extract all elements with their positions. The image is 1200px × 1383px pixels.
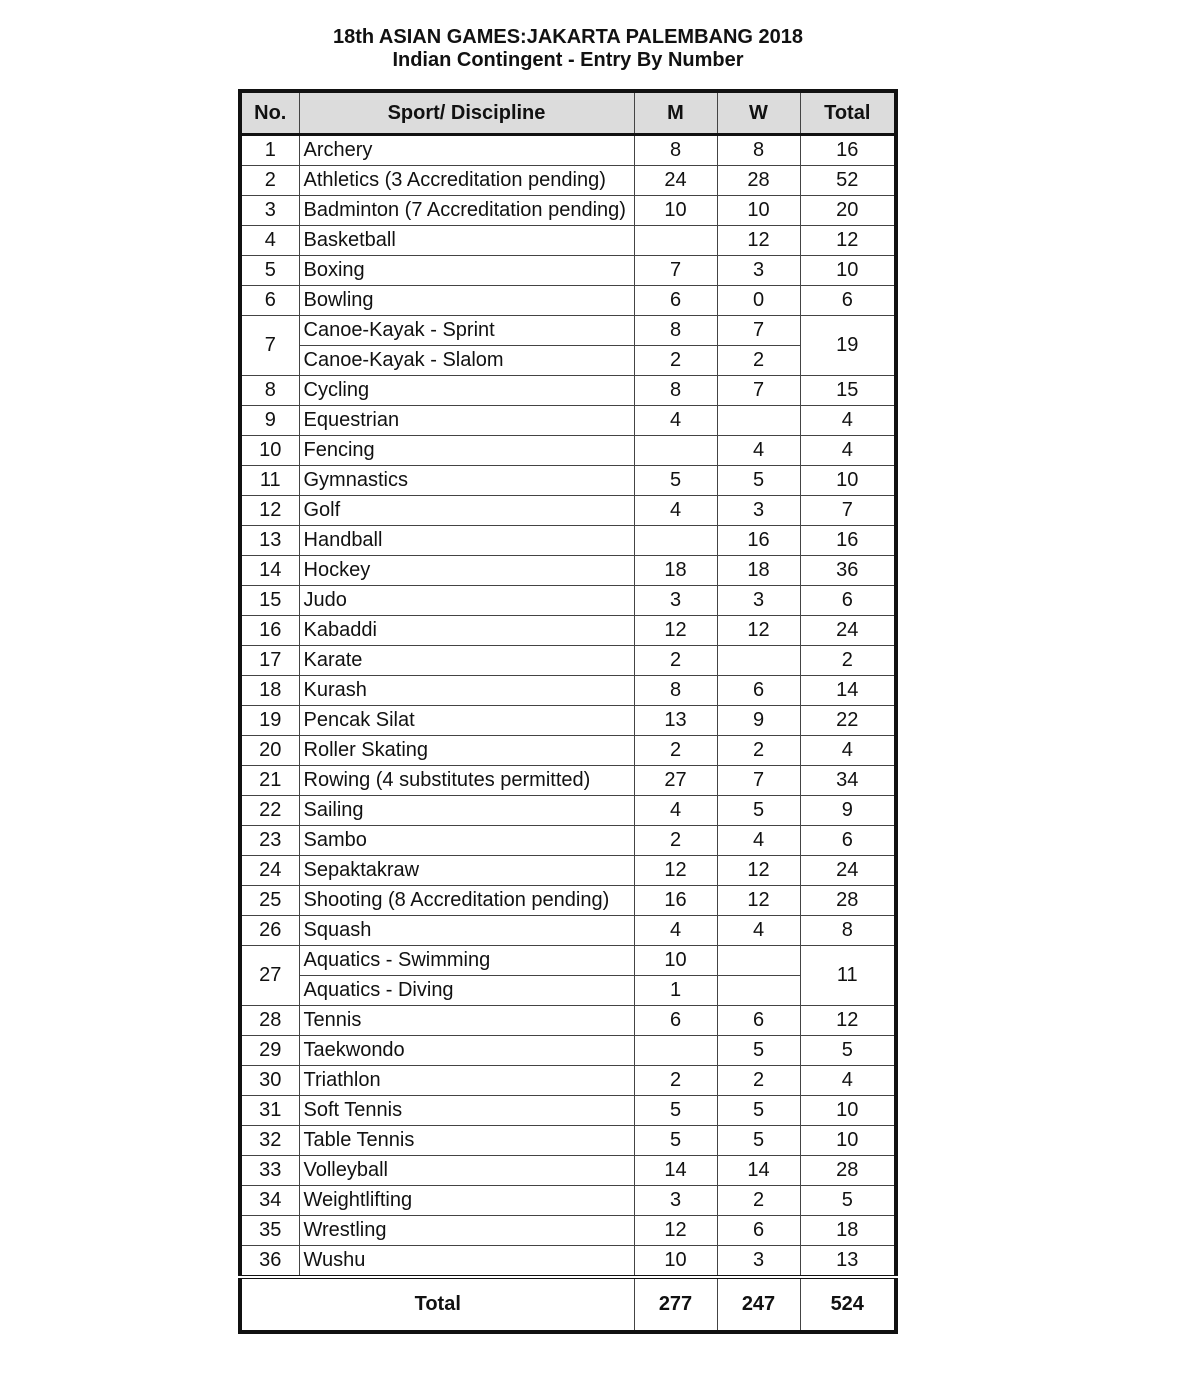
women-count: 2 [717, 736, 800, 766]
women-count: 12 [717, 226, 800, 256]
entry-total: 10 [800, 256, 896, 286]
title-line-2: Indian Contingent - Entry By Number [392, 49, 744, 71]
entry-number: 3 [240, 196, 299, 226]
women-count: 5 [717, 1126, 800, 1156]
women-count: 4 [717, 436, 800, 466]
sport-name: Badminton (7 Accreditation pending) [299, 196, 634, 226]
table-row [240, 586, 896, 616]
men-count: 7 [634, 256, 717, 286]
table-row [240, 1096, 896, 1126]
entry-total: 22 [800, 706, 896, 736]
entry-total: 5 [800, 1186, 896, 1216]
men-count: 14 [634, 1156, 717, 1186]
men-count: 2 [634, 826, 717, 856]
men-count [634, 226, 717, 256]
table-row [240, 256, 896, 286]
men-count: 2 [634, 1066, 717, 1096]
entry-number: 36 [240, 1246, 299, 1278]
men-count: 12 [634, 856, 717, 886]
men-count: 13 [634, 706, 717, 736]
table-row [240, 376, 896, 406]
men-count [634, 526, 717, 556]
entry-total: 20 [800, 196, 896, 226]
entry-number: 24 [240, 856, 299, 886]
entry-number: 20 [240, 736, 299, 766]
sport-name: Hockey [299, 556, 634, 586]
entry-number: 4 [240, 226, 299, 256]
table-row [240, 466, 896, 496]
men-count: 6 [634, 286, 717, 316]
entry-number: 10 [240, 436, 299, 466]
entry-total: 6 [800, 286, 896, 316]
table-row [240, 1006, 896, 1036]
table-row [240, 646, 896, 676]
women-count: 16 [717, 526, 800, 556]
men-count: 3 [634, 586, 717, 616]
entry-number: 1 [240, 135, 299, 166]
grand-total-women: 247 [717, 1277, 800, 1332]
grand-total-label: Total [240, 1277, 634, 1332]
table-row [240, 226, 896, 256]
women-count: 7 [717, 766, 800, 796]
entry-total: 2 [800, 646, 896, 676]
title-line-1: 18th ASIAN GAMES:JAKARTA PALEMBANG 2018 [332, 26, 804, 48]
entry-number: 13 [240, 526, 299, 556]
women-count: 7 [717, 316, 800, 346]
grand-total-all: 524 [800, 1277, 896, 1332]
table-row [240, 436, 896, 466]
table-row [240, 616, 896, 646]
sport-name: Karate [299, 646, 634, 676]
table-row [240, 1126, 896, 1156]
entry-total: 9 [800, 796, 896, 826]
women-count: 6 [717, 676, 800, 706]
sport-name: Kabaddi [299, 616, 634, 646]
table-row [240, 1066, 896, 1096]
sport-name: Triathlon [299, 1066, 634, 1096]
entry-total: 15 [800, 376, 896, 406]
entry-total: 24 [800, 856, 896, 886]
women-count: 10 [717, 196, 800, 226]
women-count: 6 [717, 1006, 800, 1036]
entry-total: 10 [800, 1126, 896, 1156]
men-count: 10 [634, 946, 717, 976]
sport-name: Soft Tennis [299, 1096, 634, 1126]
table-row [240, 406, 896, 436]
entry-total: 19 [800, 316, 896, 376]
header-total: Total [800, 91, 896, 135]
men-count: 4 [634, 496, 717, 526]
table-row [240, 346, 896, 376]
table-row [240, 946, 896, 976]
entry-number: 32 [240, 1126, 299, 1156]
entry-number: 7 [240, 316, 299, 376]
sport-name: Volleyball [299, 1156, 634, 1186]
men-count: 16 [634, 886, 717, 916]
table-row [240, 766, 896, 796]
sport-name: Canoe-Kayak - Sprint [299, 316, 634, 346]
entry-number: 6 [240, 286, 299, 316]
entry-number: 25 [240, 886, 299, 916]
entry-total: 4 [800, 736, 896, 766]
table-row [240, 676, 896, 706]
women-count: 3 [717, 496, 800, 526]
entry-number: 14 [240, 556, 299, 586]
women-count: 12 [717, 856, 800, 886]
men-count: 2 [634, 646, 717, 676]
entry-total: 14 [800, 676, 896, 706]
table-row [240, 736, 896, 766]
sport-name: Table Tennis [299, 1126, 634, 1156]
women-count: 8 [717, 135, 800, 166]
header-no: No. [240, 91, 299, 135]
men-count: 8 [634, 135, 717, 166]
women-count: 5 [717, 466, 800, 496]
entry-number: 35 [240, 1216, 299, 1246]
sport-name: Aquatics - Swimming [299, 946, 634, 976]
entry-number: 19 [240, 706, 299, 736]
women-count: 3 [717, 256, 800, 286]
sport-name: Weightlifting [299, 1186, 634, 1216]
men-count: 12 [634, 616, 717, 646]
sport-name: Rowing (4 substitutes permitted) [299, 766, 634, 796]
sport-name: Tennis [299, 1006, 634, 1036]
header-row [240, 91, 896, 135]
women-count: 5 [717, 1096, 800, 1126]
entry-total: 16 [800, 526, 896, 556]
sport-name: Golf [299, 496, 634, 526]
entry-number: 8 [240, 376, 299, 406]
entry-total: 4 [800, 436, 896, 466]
sport-name: Sambo [299, 826, 634, 856]
table-row [240, 196, 896, 226]
sport-name: Boxing [299, 256, 634, 286]
entry-number: 30 [240, 1066, 299, 1096]
women-count: 2 [717, 1186, 800, 1216]
sport-name: Judo [299, 586, 634, 616]
women-count [717, 946, 800, 976]
entry-total: 7 [800, 496, 896, 526]
men-count: 6 [634, 1006, 717, 1036]
men-count: 8 [634, 376, 717, 406]
sport-name: Shooting (8 Accreditation pending) [299, 886, 634, 916]
sport-name: Roller Skating [299, 736, 634, 766]
women-count: 4 [717, 916, 800, 946]
men-count: 3 [634, 1186, 717, 1216]
men-count [634, 436, 717, 466]
women-count [717, 976, 800, 1006]
women-count: 3 [717, 586, 800, 616]
entry-total: 6 [800, 586, 896, 616]
table-row [240, 556, 896, 586]
entry-number: 29 [240, 1036, 299, 1066]
men-count: 12 [634, 1216, 717, 1246]
sport-name: Fencing [299, 436, 634, 466]
men-count: 8 [634, 316, 717, 346]
sport-name: Pencak Silat [299, 706, 634, 736]
entry-total: 8 [800, 916, 896, 946]
men-count: 5 [634, 466, 717, 496]
women-count: 2 [717, 1066, 800, 1096]
entry-number: 21 [240, 766, 299, 796]
women-count: 0 [717, 286, 800, 316]
entries-table [238, 89, 898, 1334]
entry-total: 11 [800, 946, 896, 1006]
table-row [240, 856, 896, 886]
entry-total: 5 [800, 1036, 896, 1066]
table-row [240, 166, 896, 196]
entry-total: 12 [800, 226, 896, 256]
sport-name: Kurash [299, 676, 634, 706]
entry-total: 16 [800, 135, 896, 166]
men-count: 5 [634, 1096, 717, 1126]
entry-number: 22 [240, 796, 299, 826]
entry-total: 4 [800, 1066, 896, 1096]
sport-name: Basketball [299, 226, 634, 256]
sport-name: Archery [299, 135, 634, 166]
men-count: 1 [634, 976, 717, 1006]
entry-total: 4 [800, 406, 896, 436]
men-count: 5 [634, 1126, 717, 1156]
table-row [240, 976, 896, 1006]
table-row [240, 1156, 896, 1186]
table-row [240, 1246, 896, 1278]
entry-number: 12 [240, 496, 299, 526]
table-row [240, 826, 896, 856]
table-row [240, 1186, 896, 1216]
men-count: 27 [634, 766, 717, 796]
sport-name: Canoe-Kayak - Slalom [299, 346, 634, 376]
entry-total: 10 [800, 466, 896, 496]
women-count: 7 [717, 376, 800, 406]
men-count: 24 [634, 166, 717, 196]
women-count [717, 406, 800, 436]
table-row [240, 496, 896, 526]
entry-total: 10 [800, 1096, 896, 1126]
table-row [240, 286, 896, 316]
women-count: 6 [717, 1216, 800, 1246]
women-count: 12 [717, 886, 800, 916]
men-count: 8 [634, 676, 717, 706]
grand-total-men: 277 [634, 1277, 717, 1332]
entry-total: 12 [800, 1006, 896, 1036]
women-count: 5 [717, 1036, 800, 1066]
table-row [240, 1216, 896, 1246]
entry-number: 26 [240, 916, 299, 946]
sport-name: Cycling [299, 376, 634, 406]
entry-number: 27 [240, 946, 299, 1006]
sport-name: Squash [299, 916, 634, 946]
entry-total: 52 [800, 166, 896, 196]
sport-name: Bowling [299, 286, 634, 316]
table-row [240, 526, 896, 556]
entry-number: 16 [240, 616, 299, 646]
entry-number: 9 [240, 406, 299, 436]
entry-number: 23 [240, 826, 299, 856]
table-row [240, 796, 896, 826]
entry-total: 34 [800, 766, 896, 796]
entry-number: 28 [240, 1006, 299, 1036]
entry-number: 15 [240, 586, 299, 616]
table-row [240, 916, 896, 946]
sport-name: Gymnastics [299, 466, 634, 496]
women-count: 12 [717, 616, 800, 646]
entry-number: 33 [240, 1156, 299, 1186]
women-count: 9 [717, 706, 800, 736]
women-count [717, 646, 800, 676]
table-row [240, 316, 896, 346]
men-count: 18 [634, 556, 717, 586]
men-count: 10 [634, 196, 717, 226]
header-sport: Sport/ Discipline [299, 91, 634, 135]
header-men: M [634, 91, 717, 135]
entry-number: 17 [240, 646, 299, 676]
entry-total: 18 [800, 1216, 896, 1246]
table-row [240, 706, 896, 736]
entry-number: 11 [240, 466, 299, 496]
sport-name: Aquatics - Diving [299, 976, 634, 1006]
sport-name: Wushu [299, 1246, 634, 1278]
table-row [240, 886, 896, 916]
entry-total: 13 [800, 1246, 896, 1278]
entry-number: 34 [240, 1186, 299, 1216]
sport-name: Equestrian [299, 406, 634, 436]
men-count: 2 [634, 346, 717, 376]
women-count: 18 [717, 556, 800, 586]
entry-total: 36 [800, 556, 896, 586]
men-count: 2 [634, 736, 717, 766]
entry-total: 6 [800, 826, 896, 856]
document-title [0, 26, 1136, 72]
header-women: W [717, 91, 800, 135]
entry-total: 24 [800, 616, 896, 646]
table-row [240, 1036, 896, 1066]
sport-name: Sailing [299, 796, 634, 826]
women-count: 3 [717, 1246, 800, 1278]
men-count: 4 [634, 916, 717, 946]
sport-name: Handball [299, 526, 634, 556]
sport-name: Athletics (3 Accreditation pending) [299, 166, 634, 196]
women-count: 5 [717, 796, 800, 826]
grand-total-row [240, 1277, 896, 1332]
entry-number: 2 [240, 166, 299, 196]
entry-number: 5 [240, 256, 299, 286]
sport-name: Sepaktakraw [299, 856, 634, 886]
table-row [240, 135, 896, 166]
entry-number: 18 [240, 676, 299, 706]
women-count: 28 [717, 166, 800, 196]
sport-name: Wrestling [299, 1216, 634, 1246]
sport-name: Taekwondo [299, 1036, 634, 1066]
men-count: 4 [634, 796, 717, 826]
men-count: 4 [634, 406, 717, 436]
entry-total: 28 [800, 886, 896, 916]
entry-number: 31 [240, 1096, 299, 1126]
men-count [634, 1036, 717, 1066]
women-count: 2 [717, 346, 800, 376]
entry-total: 28 [800, 1156, 896, 1186]
men-count: 10 [634, 1246, 717, 1278]
entries-body [240, 135, 896, 1278]
women-count: 14 [717, 1156, 800, 1186]
women-count: 4 [717, 826, 800, 856]
